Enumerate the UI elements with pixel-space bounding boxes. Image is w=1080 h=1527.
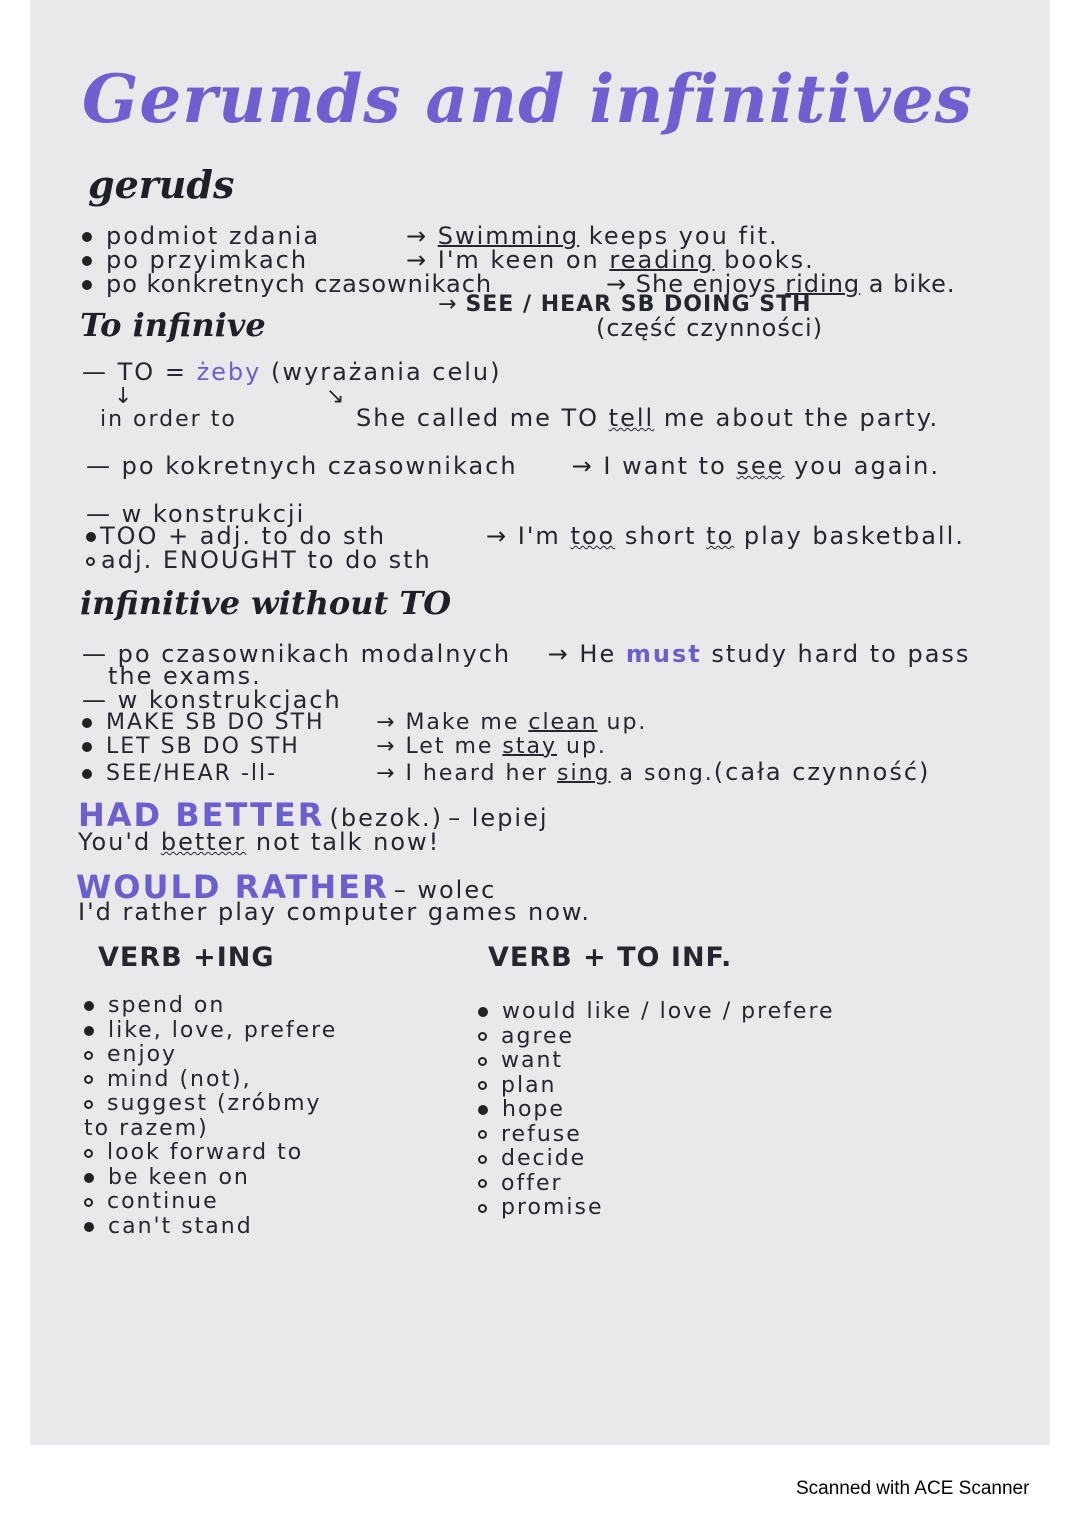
list-item: to razem) [84, 1115, 209, 1141]
modal-rule: — po czasownikach modalnych → He must study hard to pass [82, 640, 971, 668]
list-item: offer [478, 1172, 835, 1197]
list-item: be keen on [84, 1166, 337, 1191]
gerund-see-hear-note: (część czynności) [596, 314, 824, 342]
list-item: enjoy [84, 1043, 337, 1068]
arrow-down: ↓ [114, 384, 135, 409]
gerund-see-hear: → SEE / HEAR SB DOING STH [438, 292, 812, 317]
constructions-rule: — w konstrukcji [86, 500, 306, 528]
scanner-footer: Scanned with ACE Scanner [796, 1478, 1030, 1499]
bullet [82, 718, 92, 728]
list-item: continue [84, 1190, 337, 1215]
had-better-example: You'd better not talk now! [78, 828, 441, 856]
in-order-to: in order to [100, 407, 237, 432]
verbs-rule: — po kokretnych czasownikach → I want to see you again. [86, 452, 940, 480]
bullet [82, 742, 92, 752]
list-item: decide [478, 1147, 835, 1172]
list-item: hope [478, 1098, 835, 1123]
arrow-diagonal: ↘ [326, 384, 347, 409]
purpose-example: She called me TO tell me about the party. [356, 404, 940, 432]
bullet [82, 280, 92, 290]
had-better-line: HAD BETTER (bezok.) – lepiej [78, 796, 549, 834]
list-item: want [478, 1049, 835, 1074]
list-item: mind (not), [84, 1068, 337, 1093]
verb-ing-heading: VERB +ING [98, 942, 275, 973]
enough-rule: adj. ENOUGHT to do sth [86, 546, 432, 574]
bullet [82, 769, 92, 779]
list-item: would like / love / prefere [478, 1000, 835, 1025]
list-item: promise [478, 1196, 835, 1221]
section-heading-to-infinitive: To infinive [80, 306, 266, 344]
section-heading-without-to: infinitive without TO [80, 584, 452, 622]
gerund-rule-2: po przyimkach → I'm keen on reading books. [82, 246, 815, 274]
would-rather-example: I'd rather play computer games now. [78, 898, 591, 926]
see-hear-rule: SEE/HEAR -ll- → I heard her sing a song.(cała czynność) [82, 758, 930, 786]
page-title: Gerunds and infinitives [82, 60, 973, 138]
section-heading-gerunds: geruds [88, 162, 235, 207]
let-rule: LET SB DO STH → Let me stay up. [82, 734, 607, 759]
bullet [82, 232, 92, 242]
list-item: can't stand [84, 1215, 337, 1240]
list-item: suggest (zróbmy [84, 1092, 337, 1117]
list-item: agree [478, 1025, 835, 1050]
gerund-rule-1: podmiot zdania → Swimming keeps you fit. [82, 222, 779, 250]
purpose-rule: — TO = żeby (wyrażania celu) [82, 358, 502, 386]
list-item: spend on [84, 994, 337, 1019]
verb-to-inf-heading: VERB + TO INF. [488, 942, 733, 973]
too-rule: TOO + adj. to do sth → I'm too short to play basketball. [86, 522, 965, 550]
list-item: look forward to [84, 1141, 337, 1166]
make-rule: MAKE SB DO STH → Make me clean up. [82, 710, 647, 735]
constructions-rule-2: — w konstrukcjach [82, 686, 342, 714]
verb-ing-list [84, 994, 337, 1239]
verb-to-inf-list [478, 1000, 835, 1221]
modal-example-cont: the exams. [108, 662, 262, 690]
list-item: refuse [478, 1123, 835, 1148]
list-item: plan [478, 1074, 835, 1099]
bullet [82, 256, 92, 266]
bullet [86, 557, 95, 566]
would-rather-line: WOULD RATHER – wolec [76, 868, 497, 906]
gerund-rule-3: po konkretnych czasownikach → She enjoys riding a bike. [82, 270, 955, 298]
bullet [86, 532, 96, 542]
list-item: like, love, prefere [84, 1019, 337, 1044]
